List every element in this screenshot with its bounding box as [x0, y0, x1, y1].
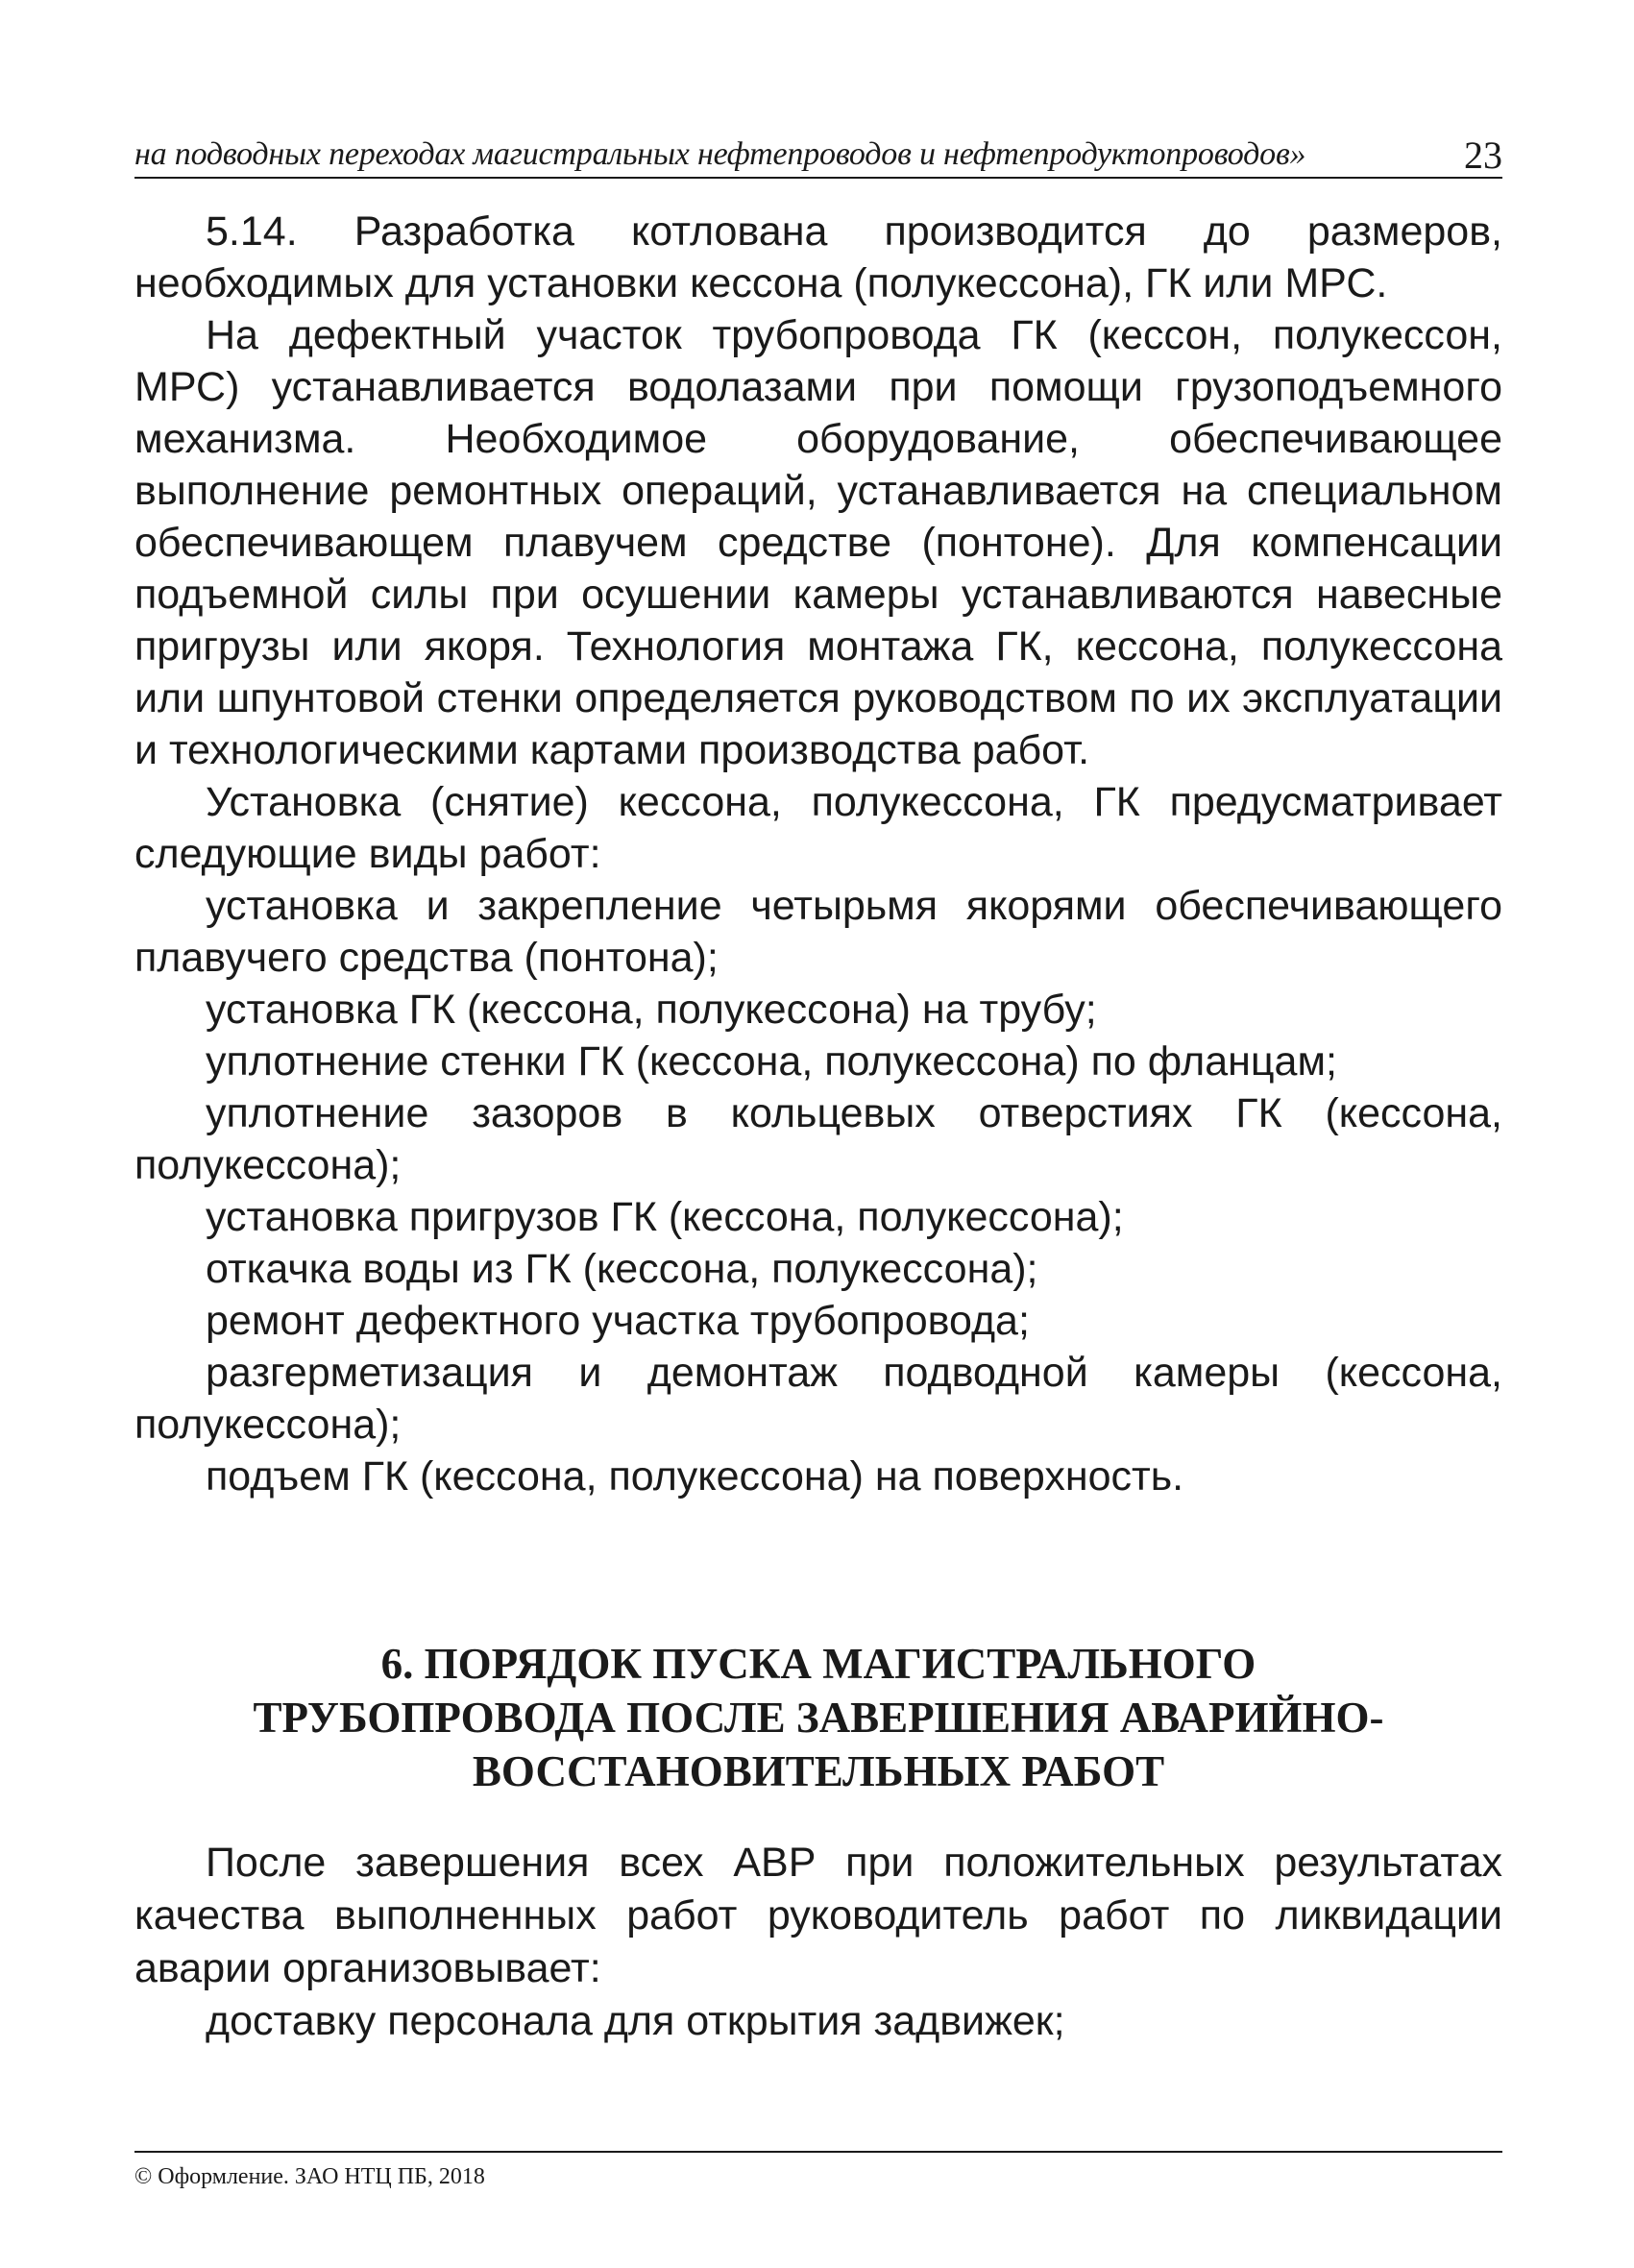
running-title: на подводных переходах магистральных нефтепроводов и нефтепродуктопроводов»: [134, 136, 1306, 172]
list-item: уплотнение зазоров в кольцевых отверстиях ГК (кессона, полукессона);: [134, 1090, 1502, 1188]
list-item: подъем ГК (кессона, полукессона) на поверхность.: [206, 1453, 1184, 1500]
paragraph-installation: На дефектный участок трубопровода ГК (кессон, полукессон, МРС) устанавливается водолазами при помощи грузоподъемного механизма. Необходимое оборудование, обеспечивающее выполнение ремонтных операций, устанавливается на специальном обеспечивающем плавучем средстве (понтоне). Для компенсации подъемной силы при осушении камеры устанавливаются навесные пригрузы или якоря. Технология монтажа ГК, кессона, полукессона или шпунтовой стенки определяется руководством по их эксплуатации и технологическими картами производства работ.: [134, 312, 1502, 773]
list-item: установка ГК (кессона, полукессона) на трубу;: [206, 987, 1097, 1033]
list-item: уплотнение стенки ГК (кессона, полукессона) по фланцам;: [206, 1038, 1337, 1085]
paragraph-5-14: 5.14. Разработка котлована производится до размеров, необходимых для установки кессона (полукессона), ГК или МРС.: [134, 208, 1502, 306]
section-heading-line: 6. ПОРЯДОК ПУСКА МАГИСТРАЛЬНОГО: [380, 1640, 1256, 1688]
body-text: [134, 206, 1502, 1502]
running-header: [134, 133, 1502, 179]
section-heading-line: ВОССТАНОВИТЕЛЬНЫХ РАБОТ: [472, 1747, 1165, 1795]
copyright-text: © Оформление. ЗАО НТЦ ПБ, 2018: [134, 2164, 485, 2189]
list-item: откачка воды из ГК (кессона, полукессона);: [206, 1246, 1038, 1292]
list-item: разгерметизация и демонтаж подводной камеры (кессона, полукессона);: [134, 1350, 1502, 1448]
section-body-text: [134, 1837, 1502, 2048]
list-item: ремонт дефектного участка трубопровода;: [206, 1298, 1030, 1344]
list-item: установка и закрепление четырьмя якорями обеспечивающего плавучего средства (понтона);: [134, 883, 1502, 981]
paragraph-work-types-intro: Установка (снятие) кессона, полукессона, ГК предусматривает следующие виды работ:: [134, 779, 1502, 877]
footer: [134, 2151, 1502, 2190]
list-item: установка пригрузов ГК (кессона, полукессона);: [206, 1194, 1124, 1240]
page-number: 23: [1464, 134, 1502, 177]
section-heading-line: ТРУБОПРОВОДА ПОСЛЕ ЗАВЕРШЕНИЯ АВАРИЙНО-: [253, 1694, 1384, 1742]
list-item: доставку персонала для открытия задвижек;: [206, 1998, 1065, 2044]
section-heading: [134, 1637, 1502, 1798]
paragraph-after-avr: После завершения всех АВР при положительных результатах качества выполненных работ руководитель работ по ликвидации аварии организовывает:: [134, 1840, 1502, 1991]
